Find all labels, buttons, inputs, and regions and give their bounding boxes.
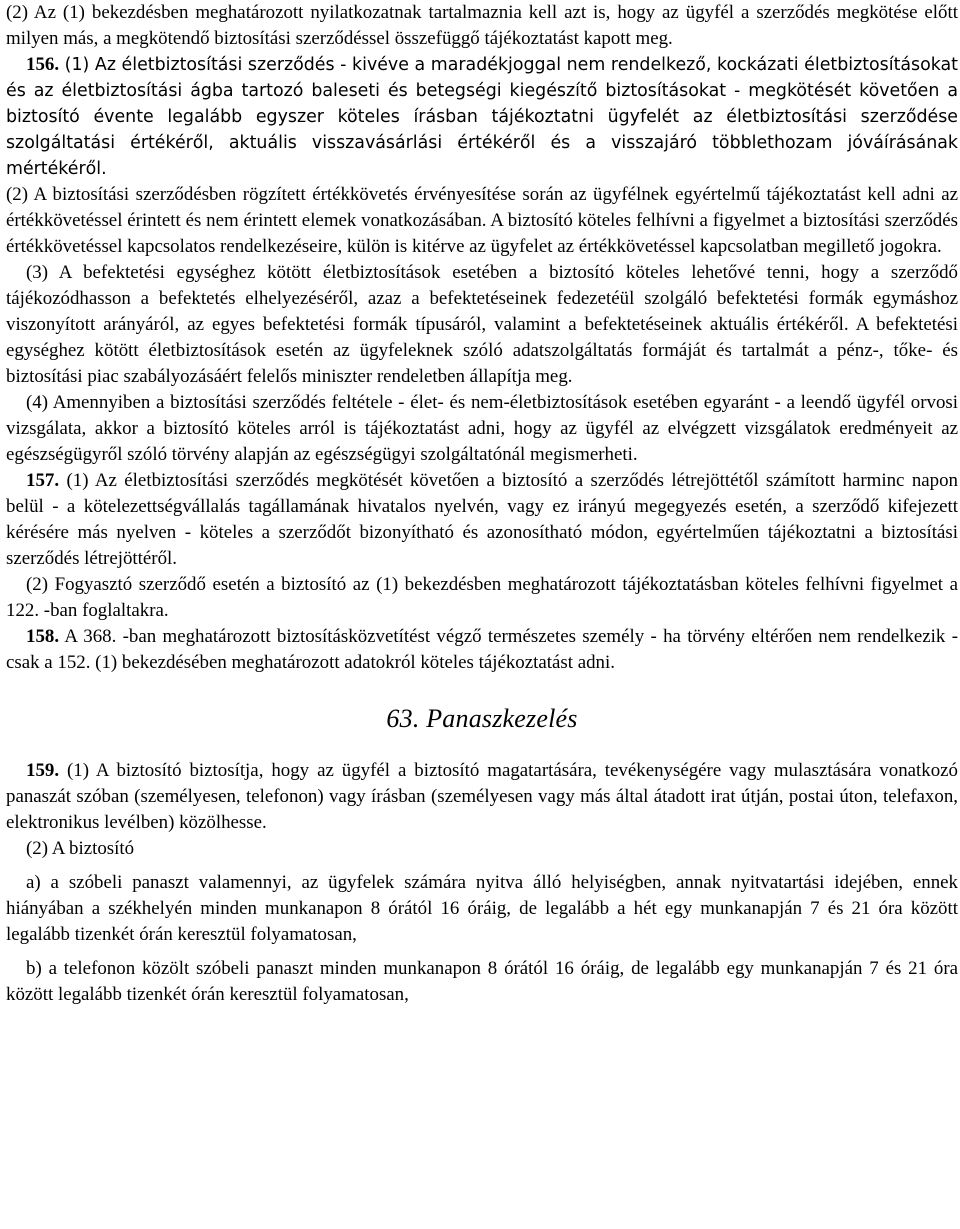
section-157-1 [6, 468, 958, 572]
section-number: 157. [26, 470, 60, 491]
section-159-2: (2) A biztosító [26, 838, 135, 859]
section-159-1 [6, 758, 958, 836]
section-157-2: (2) Fogyasztó szerződő esetén a biztosító az (1) bekezdésben meghatározott tájékoztatásban köteles felhívni figyelmet a 122. -ban foglaltakra. [6, 574, 958, 621]
section-number: 159. [26, 760, 60, 781]
paragraph-155-2: (2) Az (1) bekezdésben meghatározott nyilatkozatnak tartalmaznia kell azt is, hogy az ügyfél a szerződés megkötése előtt milyen más, a megkötendő biztosítási szerződéssel összefüggő tájékoztatást kapott meg. [6, 2, 958, 49]
section-158 [6, 624, 958, 676]
document-page [6, 0, 958, 1008]
section-156-4: (4) Amennyiben a biztosítási szerződés feltétele - élet- és nem-életbiztosítások esetében egyaránt - a leendő ügyfél orvosi vizsgálata, akkor a biztosító köteles arról is tájékoztatást adni, hogy az ügyfél az elvégzett vizsgálatok eredményeit az egészségügyről szóló törvény alapján az egészségügyi szolgáltatónál megismerheti. [6, 392, 958, 465]
chapter-heading: 63. Panaszkezelés [386, 704, 578, 733]
section-number: 156. [26, 54, 60, 75]
section-text: A 368. -ban meghatározott biztosításközvetítést végző természetes személy - ha törvény eltérően nem rendelkezik - csak a 152. (1) bekezdésében meghatározott adatokról köteles tájékoztatást adni. [6, 626, 958, 673]
section-text: (1) A biztosító biztosítja, hogy az ügyfél a biztosító magatartására, tevékenységére vagy mulasztására vonatkozó panaszát szóban (személyesen, telefonon) vagy írásban (személyesen vagy más által átadott irat útján, postai úton, telefaxon, elektronikus levélben) közölhesse. [6, 760, 958, 833]
section-number: 158. [26, 626, 60, 647]
section-156-2: (2) A biztosítási szerződésben rögzített értékkövetés érvényesítése során az ügyfélnek egyértelmű tájékoztatást kell adni az értékkövetéssel érintett és nem érintett elemek vonatkozásában. A biztosító köteles felhívni a figyelmet a biztosítási szerződés értékkövetéssel kapcsolatos rendelkezéseire, külön is kitérve az ügyfelet az értékkövetéssel kapcsolatban megillető jogokra. [6, 184, 958, 257]
section-text: (1) Az életbiztosítási szerződés - kivéve a maradékjoggal nem rendelkező, kockázati életbiztosításokat és az életbiztosítási ágba tartozó baleseti és betegségi kiegészítő biztosításokat - megkötését követően a biztosító évente legalább egyszer köteles írásban tájékoztatni ügyfelét az életbiztosítási szerződése szolgáltatási értékéről, aktuális visszavásárlási értékéről és a visszajáró többlethozam jóváírásának mértékéről. [6, 55, 958, 179]
list-item-a: a) a szóbeli panaszt valamennyi, az ügyfelek számára nyitva álló helyiségben, annak nyitvatartási idejében, ennek hiányában a székhelyén minden munkanapon 8 órától 16 óráig, de legalább a hét egy munkanapján 7 és 21 óra között legalább tizenkét órán keresztül folyamatosan, [6, 872, 958, 945]
section-156-3: (3) A befektetési egységhez kötött életbiztosítások esetében a biztosító köteles lehetővé tenni, hogy a szerződő tájékozódhasson a befektetés elhelyezéséről, azaz a befektetéseinek fedezetéül szolgáló befektetési formák egymáshoz viszonyított arányáról, az egyes befektetési formák típusáról, valamint a befektetéseinek aktuális értékéről. A befektetési egységhez kötött életbiztosítások esetén az ügyfeleknek szóló adatszolgáltatás formáját és tartalmát a pénz-, tőke- és biztosítási piac szabályozásáért felelős miniszter rendeletben állapítja meg. [6, 262, 958, 387]
section-text: (1) Az életbiztosítási szerződés megkötését követően a biztosító a szerződés létrejöttétől számított harminc napon belül - a kötelezettségvállalás tagállamának hivatalos nyelvén, vagy ez irányú megegyezés esetén, a szerződő kifejezett kérésére más nyelven - köteles a szerződőt bizonyítható és azonosítható módon, egyértelműen tájékoztatni a biztosítási szerződés létrejöttéről. [6, 470, 958, 569]
list-item-b: b) a telefonon közölt szóbeli panaszt minden munkanapon 8 órától 16 óráig, de legalább egy munkanapján 7 és 21 óra között legalább tizenkét órán keresztül folyamatosan, [6, 958, 958, 1005]
section-156-1 [6, 52, 958, 182]
